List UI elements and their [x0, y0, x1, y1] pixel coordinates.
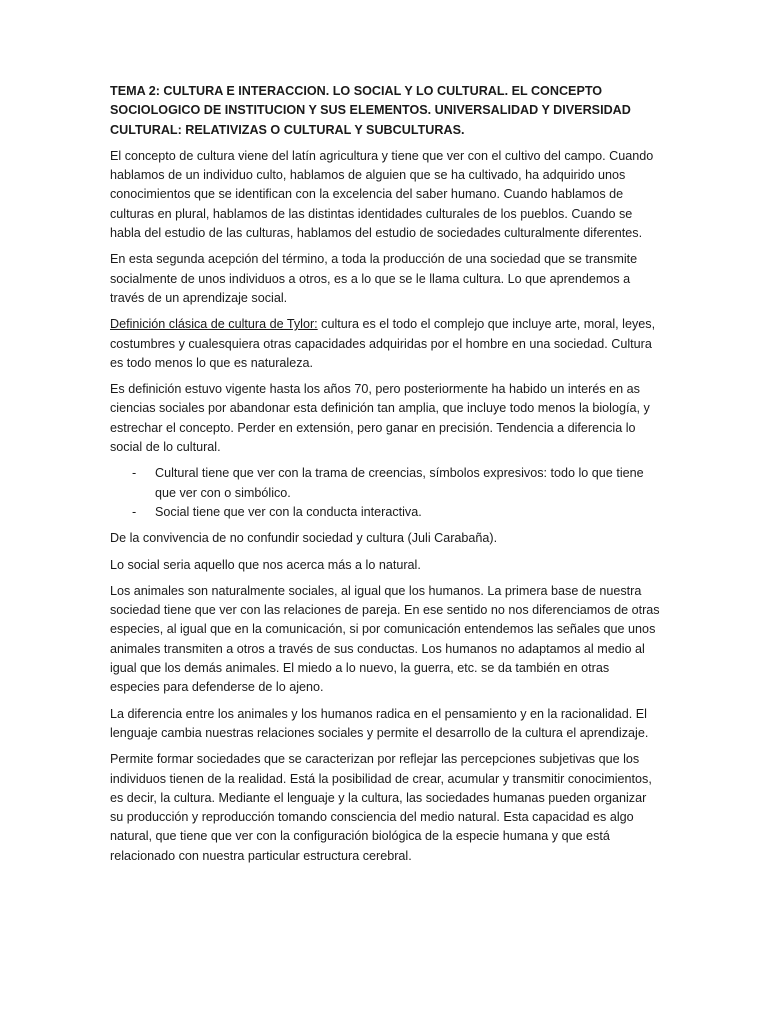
paragraph-sociedades-humanas: Permite formar sociedades que se caracterizan por reflejar las percepciones subjetivas que los individuos tienen de la realidad. Está la posibilidad de crear, acumular y transmitir conocimientos, es decir, la cultura. Mediante el lenguaje y la cultura, las sociedades humanas pueden organizar su producción y reproducción tomando consciencia del medio natural. Esta capacidad es algo natural, que tiene que ver con la configuración biológica de la especie humana y que está relacionado con nuestra particular estructura cerebral.: [110, 752, 652, 863]
paragraph-definicion-tylor: [110, 315, 662, 373]
list-item-text: Cultural tiene que ver con la trama de creencias, símbolos expresivos: todo lo que tiene que ver con o simbólico.: [155, 466, 644, 500]
paragraph-animales-sociales: Los animales son naturalmente sociales, al igual que los humanos. La primera base de nuestra sociedad tiene que ver con las relaciones de pareja. En ese sentido no nos diferenciamos de otras especies, al igual que en la comunicación, si por comunicación entendemos las señales que unos animales transmiten a otros a través de sus conductas. Los humanos no adaptamos al medio al igual que los demás animales. El miedo a lo nuevo, la guerra, etc. se da también en otras especies para defenderse de lo ajeno.: [110, 583, 660, 695]
tylor-definition-text: cultura es el todo el complejo que incluye arte, moral, leyes, costumbres y cualesquiera otras capacidades adquiridas por el hombre en una sociedad. Cultura es todo menos lo que es naturaleza.: [110, 317, 656, 370]
list-item-text: Social tiene que ver con la conducta interactiva.: [155, 504, 422, 519]
paragraph-vigencia-definicion: Es definición estuvo vigente hasta los años 70, pero posteriormente ha habido un interés en as ciencias sociales por abandonar esta definición tan amplia, que incluye todo menos la biología, y estrechar el concepto. Perder en extensión, pero ganar en precisión. Tendencia a diferencia lo social de lo cultural.: [110, 382, 650, 455]
paragraph-diferencia-humanos: La diferencia entre los animales y los humanos radica en el pensamiento y en la racionalidad. El lenguaje cambia nuestras relaciones sociales y permite el desarrollo de la cultura el aprendizaje.: [110, 706, 649, 740]
document-title: TEMA 2: CULTURA E INTERACCION. LO SOCIAL Y LO CULTURAL. EL CONCEPTO SOCIOLOGICO DE INSTITUCION Y SUS ELEMENTOS. UNIVERSALIDAD Y DIVERSIDAD CULTURAL: RELATIVIZAS O CULTURAL Y SUBCULTURAS.: [110, 84, 631, 137]
cultural-social-list: [110, 464, 662, 522]
paragraph-cultura-origen: El concepto de cultura viene del latín agricultura y tiene que ver con el cultivo del campo. Cuando hablamos de un individuo culto, hablamos de alguien que se ha cultivado, ha adquirido unos conocimientos que se identifican con la excelencia del saber humano. Cuando hablamos de culturas en plural, hablamos de las distintas identidades culturales de los pueblos. Cuando se habla del estudio de las culturas, hablamos del estudio de sociedades culturalmente diferentes.: [110, 148, 654, 241]
paragraph-lo-social: Lo social seria aquello que nos acerca más a lo natural.: [110, 557, 421, 572]
tylor-definition-label: Definición clásica de cultura de Tylor:: [110, 317, 318, 332]
document-body: [110, 82, 662, 873]
paragraph-convivencia: De la convivencia de no confundir sociedad y cultura (Juli Carabaña).: [110, 531, 498, 546]
list-item: [110, 503, 662, 522]
dash-bullet: -: [132, 466, 137, 481]
dash-bullet: -: [132, 504, 137, 519]
paragraph-segunda-acepcion: En esta segunda acepción del término, a toda la producción de una sociedad que se transmite socialmente de unos individuos a otros, es a lo que se le llama cultura. Lo que aprendemos a través de un aprendizaje social.: [110, 252, 638, 305]
list-item: [110, 464, 662, 503]
